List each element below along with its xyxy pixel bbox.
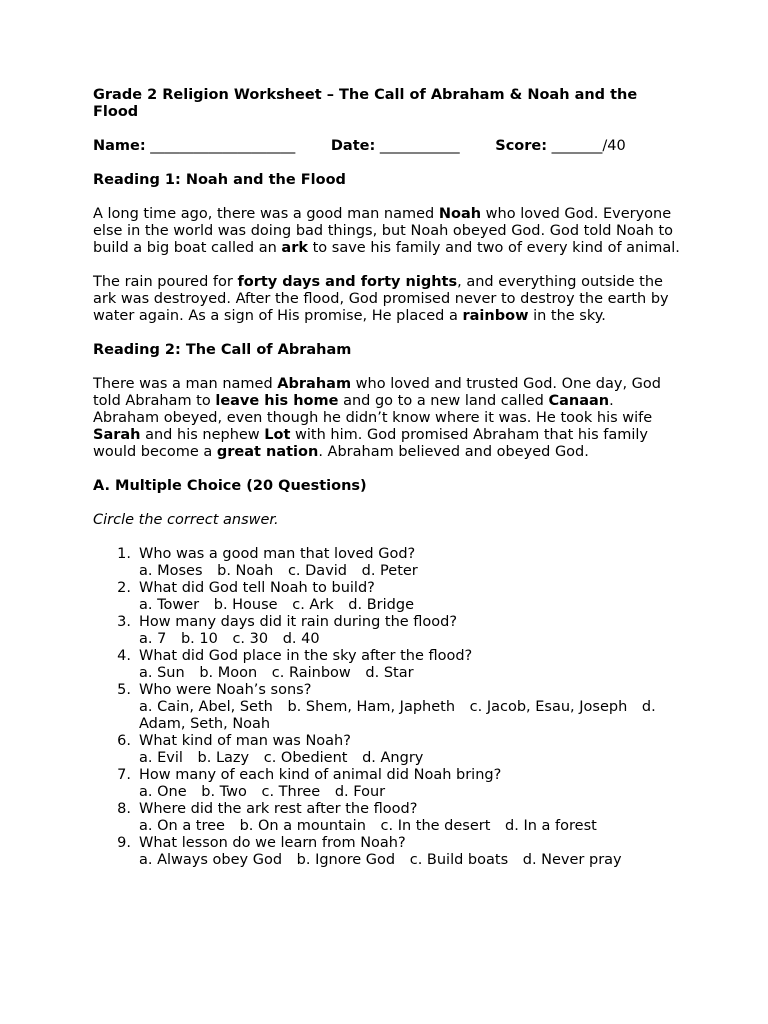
answer-choice: d. Adam, Seth, Noah: [139, 699, 656, 732]
question-text: How many days did it rain during the flood?: [139, 614, 458, 630]
answer-choice: b. Noah: [217, 563, 274, 579]
answer-choice: a. On a tree: [139, 818, 225, 834]
question-item: [93, 835, 683, 869]
answer-choice: a. Moses: [139, 563, 203, 579]
bold-term: ark: [281, 240, 308, 256]
question-list: [93, 546, 683, 869]
answer-choice: d. Four: [334, 784, 386, 800]
score-field: [495, 138, 626, 154]
answer-choice: d. Peter: [361, 563, 418, 579]
name-field: [93, 138, 300, 154]
bold-term: leave his home: [215, 393, 339, 409]
answer-choice: b. Shem, Ham, Japheth: [287, 699, 456, 715]
reading2-heading: Reading 2: The Call of Abraham: [93, 342, 352, 358]
answer-choice: c. Rainbow: [271, 665, 351, 681]
reading1-paragraph-2: [93, 274, 683, 325]
answer-choice: c. Jacob, Esau, Joseph: [469, 699, 628, 715]
question-number: 3.: [117, 614, 131, 630]
answer-choices: [139, 665, 683, 682]
text-run: . Abraham obeyed, even though he didn’t know where it was. He took his wife: [93, 393, 653, 426]
answer-choice: a. 7: [139, 631, 167, 647]
question-number: 4.: [117, 648, 131, 664]
answer-choice: b. Two: [201, 784, 247, 800]
text-run: in the sky.: [528, 308, 606, 324]
answer-choice: a. Sun: [139, 665, 185, 681]
question-text: What kind of man was Noah?: [139, 733, 351, 749]
answer-choices: [139, 750, 683, 767]
section-a-heading: A. Multiple Choice (20 Questions): [93, 478, 367, 494]
question-text: Where did the ark rest after the flood?: [139, 801, 418, 817]
question-number: 9.: [117, 835, 131, 851]
text-run: , and everything outside the ark was destroyed. After the flood, God promised never to destroy the earth by water again. As a sign of His promise, He placed a: [93, 274, 669, 324]
text-run: A long time ago, there was a good man named: [93, 206, 439, 222]
bold-term: Lot: [264, 427, 291, 443]
score-label: Score:: [495, 138, 548, 154]
answer-choice: a. Always obey God: [139, 852, 283, 868]
answer-choices: [139, 563, 683, 580]
student-info-row: [93, 138, 683, 155]
bold-term: rainbow: [462, 308, 529, 324]
question-item: [93, 546, 683, 580]
question-number: 6.: [117, 733, 131, 749]
text-run: There was a man named: [93, 376, 278, 392]
answer-choice: d. 40: [282, 631, 320, 647]
answer-choice: b. Lazy: [197, 750, 250, 766]
answer-choices: [139, 784, 683, 801]
worksheet-title: Grade 2 Religion Worksheet – The Call of Abraham & Noah and the Flood: [93, 87, 638, 120]
answer-choice: c. Ark: [292, 597, 334, 613]
answer-choice: d. In a forest: [505, 818, 597, 834]
text-run: . Abraham believed and obeyed God.: [318, 444, 589, 460]
answer-choices: [139, 597, 683, 614]
answer-choice: c. Three: [261, 784, 321, 800]
question-text: What did God place in the sky after the flood?: [139, 648, 473, 664]
question-item: [93, 648, 683, 682]
date-label: Date:: [330, 138, 376, 154]
question-number: 5.: [117, 682, 131, 698]
text-run: who loved and trusted God. One day, God told Abraham to: [93, 376, 661, 409]
question-text: What did God tell Noah to build?: [139, 580, 375, 596]
answer-choice: c. Obedient: [263, 750, 348, 766]
reading1-heading: Reading 1: Noah and the Flood: [93, 172, 346, 188]
question-item: [93, 767, 683, 801]
score-blank: _______/40: [551, 138, 626, 154]
question-text: Who was a good man that loved God?: [139, 546, 416, 562]
question-item: [93, 733, 683, 767]
answer-choices: [139, 699, 683, 733]
answer-choice: c. David: [287, 563, 348, 579]
section-a-instruction: Circle the correct answer.: [93, 512, 279, 528]
bold-term: great nation: [216, 444, 319, 460]
answer-choice: b. On a mountain: [239, 818, 366, 834]
reading1-paragraph-1: [93, 206, 683, 257]
answer-choices: [139, 852, 683, 869]
answer-choice: d. Never pray: [522, 852, 622, 868]
bold-term: Sarah: [93, 427, 141, 443]
name-blank: ____________________: [150, 138, 296, 154]
question-number: 8.: [117, 801, 131, 817]
answer-choice: b. 10: [180, 631, 218, 647]
answer-choice: b. Moon: [199, 665, 258, 681]
answer-choice: c. In the desert: [380, 818, 491, 834]
question-number: 7.: [117, 767, 131, 783]
text-run: and his nephew: [140, 427, 265, 443]
text-run: The rain poured for: [93, 274, 238, 290]
bold-term: Noah: [438, 206, 482, 222]
bold-term: Abraham: [277, 376, 352, 392]
answer-choice: d. Star: [365, 665, 414, 681]
answer-choice: d. Bridge: [348, 597, 414, 613]
answer-choice: c. 30: [232, 631, 269, 647]
date-blank: ___________: [379, 138, 460, 154]
answer-choices: [139, 631, 683, 648]
text-run: with him. God promised Abraham that his family would become a: [93, 427, 649, 460]
question-text: What lesson do we learn from Noah?: [139, 835, 406, 851]
question-text: Who were Noah’s sons?: [139, 682, 312, 698]
question-text: How many of each kind of animal did Noah bring?: [139, 767, 502, 783]
question-item: [93, 580, 683, 614]
answer-choice: a. Cain, Abel, Seth: [139, 699, 273, 715]
answer-choice: a. Evil: [139, 750, 183, 766]
answer-choices: [139, 818, 683, 835]
text-run: and go to a new land called: [338, 393, 549, 409]
text-run: who loved God. Everyone else in the world was doing bad things, but Noah obeyed God. God told Noah to build a big boat called an: [93, 206, 673, 256]
worksheet-page: [93, 87, 683, 869]
date-field: [331, 138, 464, 154]
answer-choice: b. Ignore God: [296, 852, 396, 868]
answer-choice: a. Tower: [139, 597, 200, 613]
question-item: [93, 682, 683, 733]
answer-choice: d. Angry: [362, 750, 424, 766]
answer-choice: b. House: [213, 597, 278, 613]
question-item: [93, 614, 683, 648]
question-number: 1.: [117, 546, 131, 562]
text-run: to save his family and two of every kind of animal.: [308, 240, 680, 256]
answer-choice: c. Build boats: [409, 852, 509, 868]
bold-term: forty days and forty nights: [237, 274, 458, 290]
question-item: [93, 801, 683, 835]
question-number: 2.: [117, 580, 131, 596]
answer-choice: a. One: [139, 784, 187, 800]
bold-term: Canaan: [548, 393, 610, 409]
reading2-paragraph-1: [93, 376, 683, 461]
name-label: Name:: [93, 138, 146, 154]
